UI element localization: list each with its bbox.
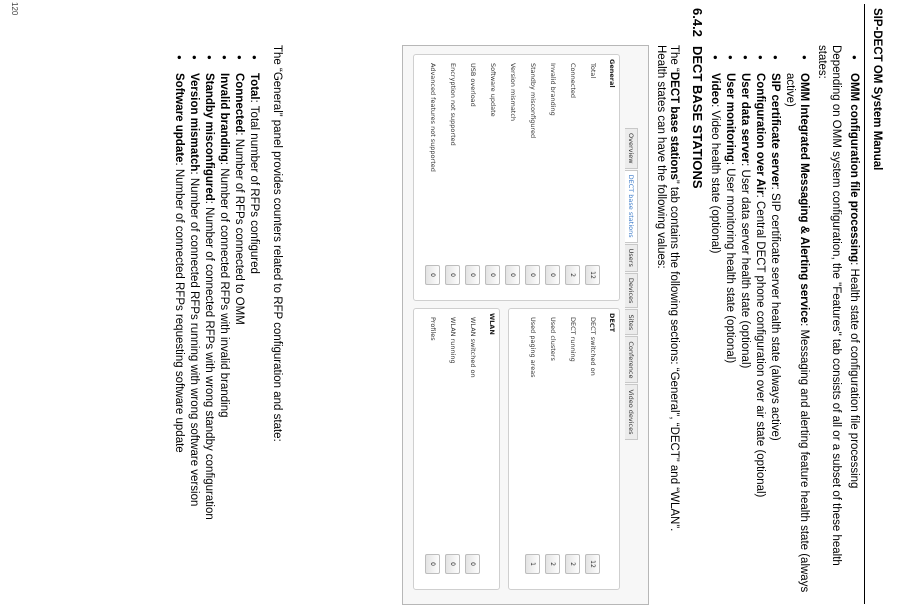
list-item: ● SIP certificate server: SIP certificate server health state (always active)	[768, 55, 782, 595]
intro-paragraph: Depending on OMM system configuration, the "Features" tab consists of all or a subset of these health states:	[816, 45, 842, 566]
general-panel	[413, 54, 620, 301]
general-counter[interactable]: 0	[425, 265, 440, 285]
wlan-counter[interactable]: 0	[425, 554, 440, 574]
list-item: ● Configuration over Air: Central DECT phone configuration over air state (optional)	[753, 55, 767, 595]
general-counter[interactable]: 0	[505, 265, 520, 285]
general-row-label: Invalid branding	[549, 63, 557, 116]
list-item: ● User data server: User data server health state (optional)	[738, 55, 752, 595]
general-row-label: Standby misconfigured	[529, 63, 537, 139]
general-counter[interactable]: 0	[465, 265, 480, 285]
dect-counter[interactable]: 12	[585, 554, 600, 574]
general-counter[interactable]: 0	[445, 265, 460, 285]
list-item: ● OMM Integrated Messaging & Alerting service: Messaging and alerting feature health state (always active)	[783, 55, 811, 595]
general-row-label: Connected	[569, 63, 577, 99]
page-number: 120	[10, 2, 19, 16]
wlan-counter[interactable]: 0	[465, 554, 480, 574]
tab-bar	[625, 128, 638, 441]
general-counter[interactable]: 12	[585, 265, 600, 285]
general-row-label: Version mismatch	[509, 63, 517, 122]
list-item: ● Standby misconfigured: Number of connected RFPs with wrong standby configuration	[202, 55, 216, 595]
header-rule	[864, 4, 865, 604]
tab-overview[interactable]: Overview	[625, 128, 638, 169]
dect-row-label: DECT switched on	[589, 317, 597, 376]
wlan-panel	[413, 308, 500, 590]
list-item: ● Total: Total number of RFPs configured	[247, 55, 261, 595]
feature-bullet-list	[707, 55, 811, 595]
section-heading: 6.4.2DECT BASE STATIONS	[690, 8, 705, 189]
dect-base-stations-screenshot	[402, 45, 649, 605]
dect-counter[interactable]: 2	[545, 554, 560, 574]
list-item: ● Version mismatch: Number of connected RFPs running with wrong software version	[187, 55, 201, 595]
list-item: ● Software update: Number of connected RFPs requesting software update	[172, 55, 186, 595]
list-item: ● Invalid branding: Number of connected RFPs with invalid branding	[217, 55, 231, 595]
dect-counter[interactable]: 2	[565, 554, 580, 574]
general-counter[interactable]: 0	[545, 265, 560, 285]
general-row-label: USB overload	[469, 63, 477, 107]
wlan-counter[interactable]: 0	[445, 554, 460, 574]
dect-row-label: Used paging areas	[529, 317, 537, 378]
dect-counter[interactable]: 1	[525, 554, 540, 574]
dect-row-label: Used clusters	[549, 317, 557, 361]
general-counter[interactable]: 0	[485, 265, 500, 285]
wlan-row-label: Profiles	[429, 317, 437, 341]
dect-panel	[508, 308, 620, 590]
general-counter[interactable]: 2	[565, 265, 580, 285]
panel-title: General	[608, 59, 616, 88]
tab-devices[interactable]: Devices	[625, 273, 638, 309]
list-item: ● Video: Video health state (optional)	[708, 55, 722, 595]
panel-title: DECT	[608, 313, 616, 333]
list-item: ● Connected: Number of RFPs connected to OMM	[232, 55, 246, 595]
tab-users[interactable]: Users	[625, 244, 638, 272]
tab-video-devices[interactable]: Video devices	[625, 384, 638, 439]
general-row-label: Software update	[489, 63, 497, 117]
list-item: ● OMM configuration file processing: Health state of configuration file processing	[847, 55, 861, 595]
tab-sites[interactable]: Sites	[625, 309, 638, 335]
section-intro: The “DECT base stations” tab contains the following sections: “General”, “DECT” and “WLAN”.	[668, 45, 680, 532]
config-bullet-list	[846, 55, 861, 595]
wlan-row-label: WLAN switched on	[469, 317, 477, 378]
panel-title: WLAN	[488, 313, 496, 335]
running-header: SIP-DECT OM System Manual	[871, 8, 883, 171]
tab-conference[interactable]: Conference	[625, 336, 638, 383]
general-row-label: Encryption not supported	[449, 63, 457, 146]
general-bullet-list	[171, 55, 261, 595]
general-row-label: Total	[589, 63, 597, 79]
general-counter[interactable]: 0	[525, 265, 540, 285]
health-states-intro: Health states can have the following values:	[655, 45, 667, 269]
list-item: ● User monitoring: User monitoring health state (optional)	[723, 55, 737, 595]
caption: The “General” panel provides counters related to RFP configuration and state:	[271, 45, 283, 442]
general-row-label: Advanced features not supported	[429, 63, 437, 172]
tab-dect-base-stations[interactable]: DECT base stations	[625, 170, 638, 243]
wlan-row-label: WLAN running	[449, 317, 457, 364]
dect-row-label: DECT running	[569, 317, 577, 362]
